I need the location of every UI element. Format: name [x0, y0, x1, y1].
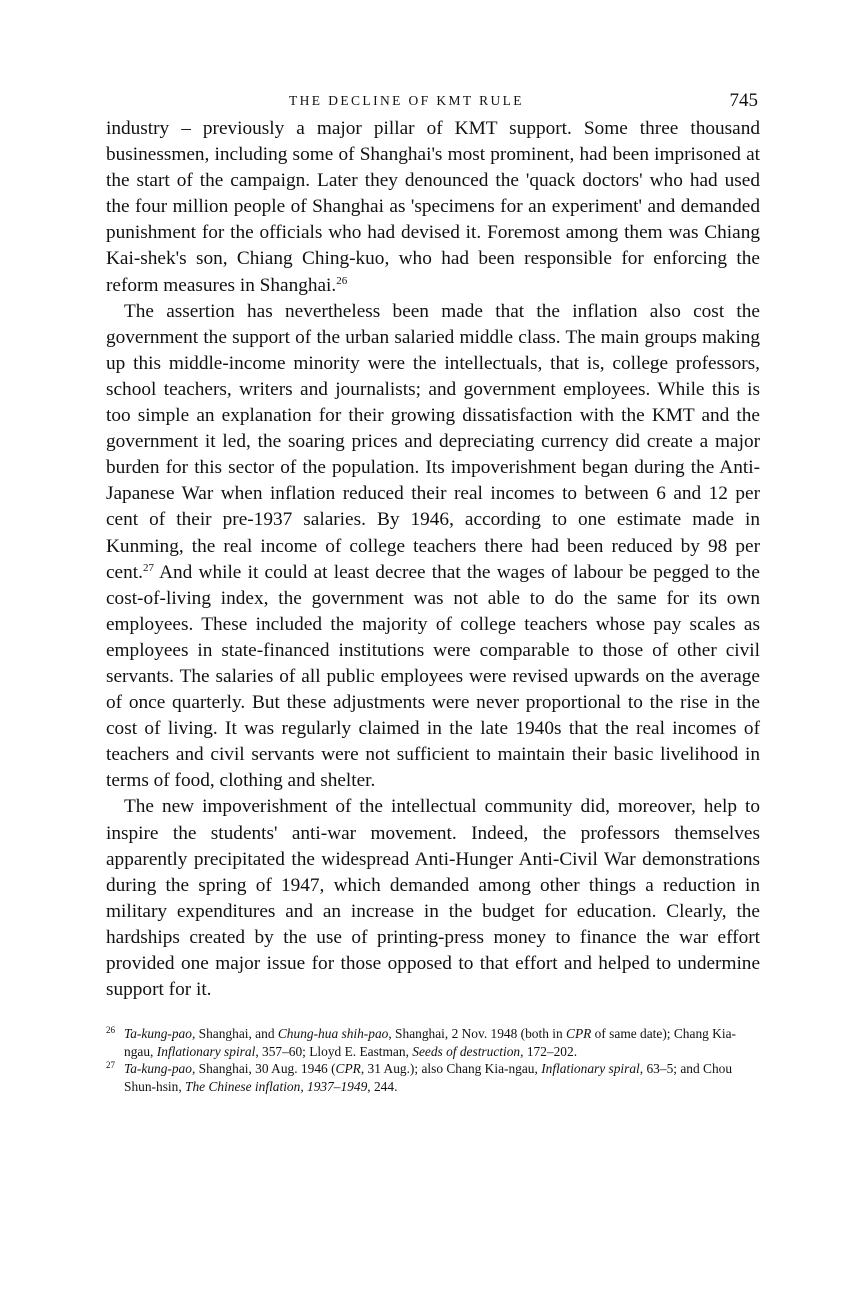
- citation-title: Ta-kung-pao: [124, 1061, 192, 1077]
- running-head: [106, 90, 760, 116]
- citation-text: , 31 Aug.); also Chang Kia-ngau,: [360, 1061, 542, 1077]
- citation-title: Seeds of destruction: [412, 1043, 521, 1059]
- citation-text: , 357–60; Lloyd E. Eastman,: [255, 1043, 413, 1059]
- footnote-26: [106, 1025, 760, 1060]
- page-number: 745: [729, 90, 758, 111]
- paragraph-2-text-b: And while it could at least decree that the wages of labour be pegged to the cost-of-living index, the government was not able to do the same for its own employees. These included the majority of college teachers whose pay scales as employees in state-financed institutions were comparable to those of other civil servants. The salaries of all public employees were revised upwards on the average of once quarterly. But these adjustments were never proportional to the rise in the cost of living. It was regularly claimed in the late 1940s that the real incomes of teachers and civil servants were not sufficient to maintain their basic livelihood in terms of food, clothing and shelter.: [106, 561, 760, 792]
- citation-title: CPR: [566, 1026, 592, 1042]
- citation-text: , 63–5; and Chou Shun-hsin,: [124, 1061, 733, 1094]
- book-page: [106, 90, 760, 1095]
- citation-title: Chung-hua shih-pao: [277, 1026, 389, 1042]
- running-title: THE DECLINE OF KMT RULE: [289, 93, 524, 108]
- footnote-text: [124, 1026, 736, 1059]
- citation-title: The Chinese inflation, 1937–1949: [185, 1078, 368, 1094]
- paragraph-3: The new impoverishment of the intellectual community did, moreover, help to inspire the students' anti-war movement. Indeed, the professors themselves apparently precipitated the widespread Anti-Hunger Anti-Civil War demonstrations during the spring of 1947, which demanded among other things a reduction in military expenditures and an increase in the budget for education. Clearly, the hardships created by the use of printing-press money to finance the war effort provided one major issue for those opposed to that effort and helped to undermine support for it.: [106, 796, 760, 1001]
- body-text: [106, 116, 760, 1003]
- citation-text: , Shanghai, 2 Nov. 1948 (both in: [388, 1026, 567, 1042]
- footnotes: [106, 1025, 760, 1095]
- citation-text: of same date); Chang Kia-ngau,: [124, 1026, 736, 1059]
- footnote-ref-26: 26: [336, 274, 348, 287]
- footnote-number: 27: [106, 1060, 115, 1071]
- paragraph-2: [106, 299, 760, 795]
- citation-text: , 172–202.: [520, 1043, 578, 1059]
- footnote-27: [106, 1060, 760, 1095]
- paragraph-1-text: industry – previously a major pillar of KMT support. Some three thousand businessmen, including some of Shanghai's most prominent, had been imprisoned at the start of the campaign. Later they denounced the 'quack doctors' who had used the four million people of Shanghai as 'specimens for an experiment' and demanded punishment for the officials who had devised it. Foremost among them was Chiang Kai-shek's son, Chiang Ching-kuo, who had been responsible for enforcing the reform measures in Shanghai.: [106, 118, 760, 296]
- footnote-text: [124, 1061, 732, 1094]
- citation-text: , Shanghai, 30 Aug. 1946 (: [191, 1061, 336, 1077]
- citation-title: Inflationary spiral: [541, 1061, 640, 1077]
- footnote-number: 26: [106, 1025, 115, 1036]
- paragraph-2-text-a: The assertion has nevertheless been made that the inflation also cost the government the support of the urban salaried middle class. The main groups making up this middle-income minority were the intellectuals, that is, college professors, school teachers, writers and journalists; and government employees. While this is too simple an explanation for their growing dissatisfaction with the KMT and the government it led, the soaring prices and depreciating currency did create a major burden for this sector of the population. Its impoverishment began during the Anti-Japanese War when inflation reduced their real incomes to between 6 and 12 per cent of their pre-1937 salaries. By 1946, according to one estimate made in Kunming, the real income of college teachers there had been reduced by 98 per cent.: [106, 300, 760, 583]
- citation-text: , Shanghai, and: [191, 1026, 278, 1042]
- citation-title: Inflationary spiral: [156, 1043, 256, 1059]
- citation-title: Ta-kung-pao: [124, 1026, 192, 1042]
- paragraph-1: [106, 116, 760, 299]
- citation-text: , 244.: [367, 1078, 398, 1094]
- footnote-ref-27: 27: [142, 561, 154, 574]
- citation-title: CPR: [335, 1061, 361, 1077]
